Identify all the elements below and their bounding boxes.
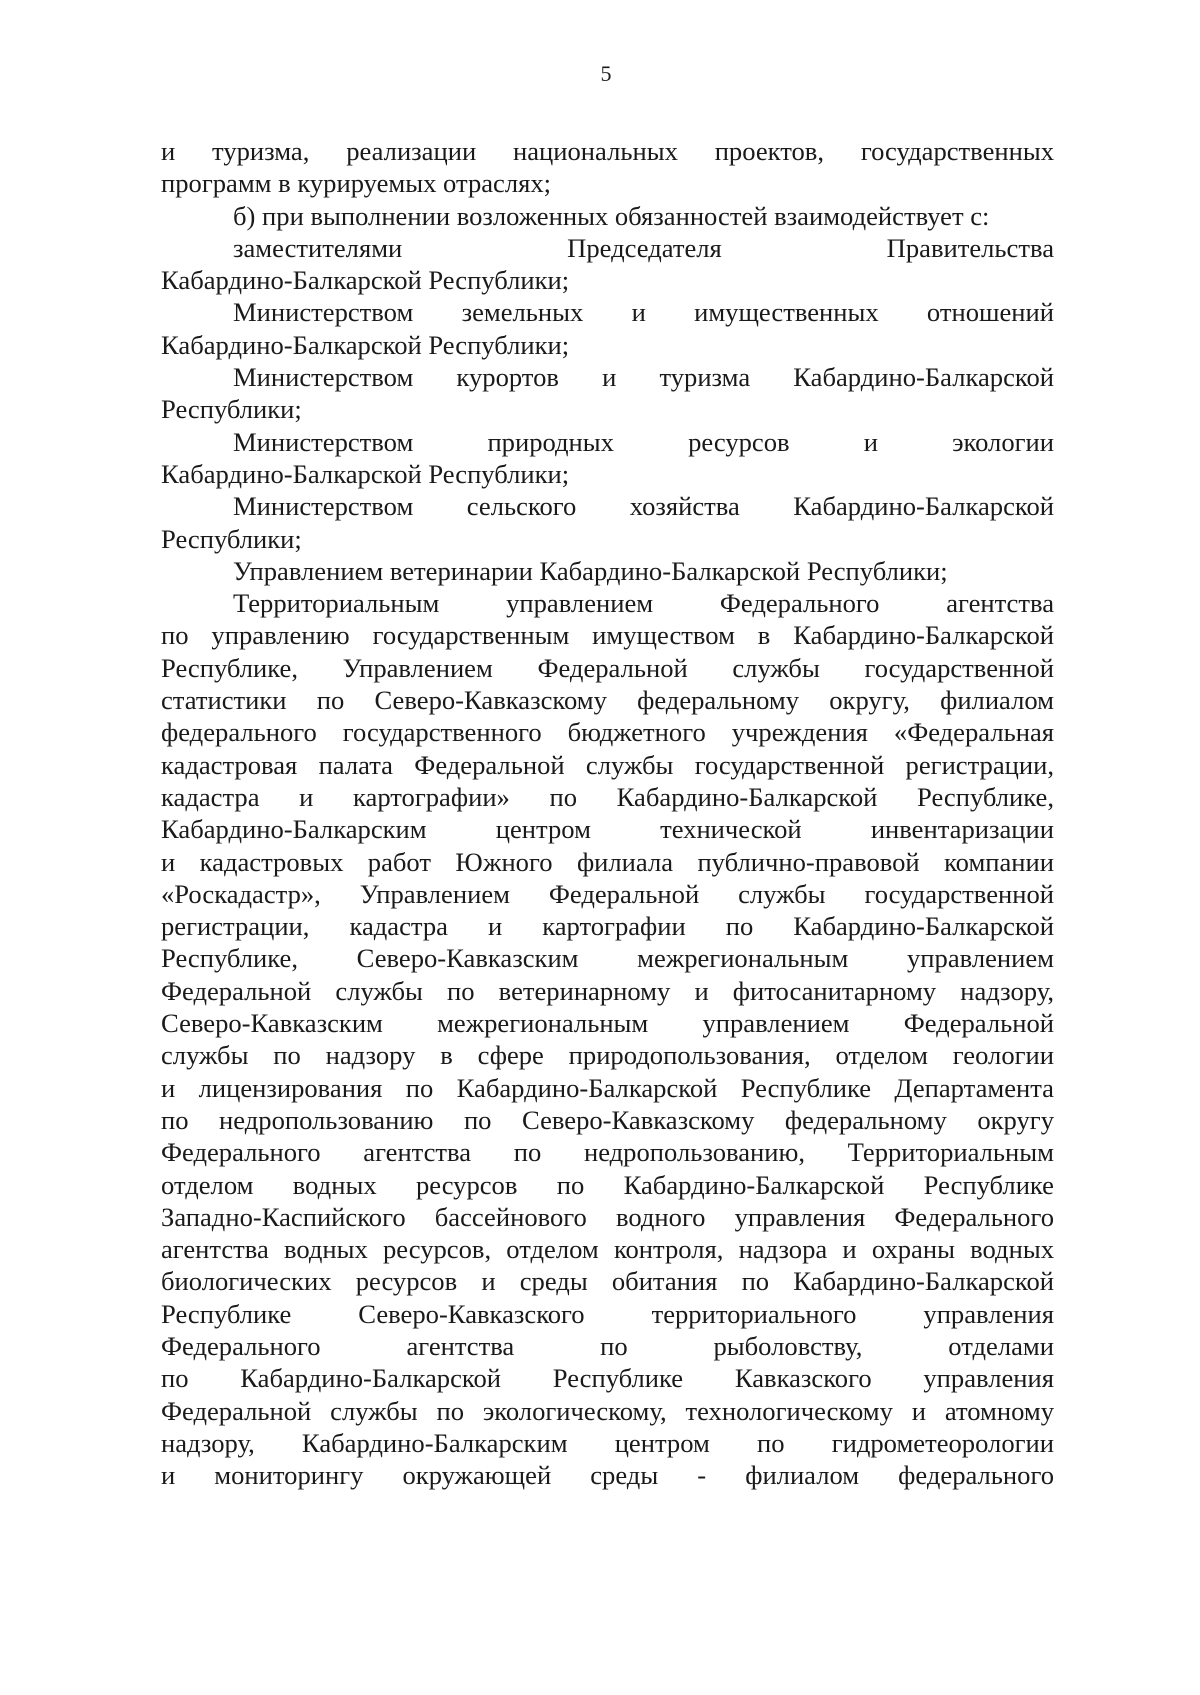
- text-line: службы по надзору в сфере природопользования, отделом геологии: [161, 1040, 1054, 1071]
- text-line: Кабардино-Балкарской Республики;: [161, 458, 570, 489]
- text-line: Управлением ветеринарии Кабардино-Балкарской Республики;: [233, 555, 948, 586]
- text-line: и туризма, реализации национальных проектов, государственных: [161, 136, 1054, 166]
- text-line: регистрации, кадастра и картографии по Кабардино-Балкарской: [161, 911, 1054, 942]
- paragraph: [161, 296, 1054, 361]
- paragraph: [161, 200, 1054, 232]
- text-line: Федеральной службы по ветеринарному и фитосанитарному надзору,: [161, 975, 1054, 1006]
- text-line: надзору, Кабардино-Балкарским центром по гидрометеорологии: [161, 1427, 1054, 1458]
- document-body: [161, 135, 1054, 1491]
- text-line: биологических ресурсов и среды обитания по Кабардино-Балкарской: [161, 1266, 1054, 1297]
- text-line: по Кабардино-Балкарской Республике Кавказского управления: [161, 1363, 1054, 1394]
- paragraph: [161, 361, 1054, 426]
- text-line: кадастра и картографии» по Кабардино-Балкарской Республике,: [161, 781, 1054, 812]
- text-line: Федерального агентства по рыболовству, отделами: [161, 1330, 1054, 1361]
- text-line: Республики;: [161, 523, 302, 554]
- text-line: Территориальным управлением Федерального агентства: [233, 588, 1054, 619]
- text-line: заместителями Председателя Правительства: [233, 232, 1054, 263]
- text-line: Кабардино-Балкарским центром технической инвентаризации: [161, 814, 1054, 845]
- text-line: Министерством курортов и туризма Кабардино-Балкарской: [233, 362, 1054, 393]
- page-number: 5: [600, 61, 612, 86]
- paragraph: [161, 490, 1054, 555]
- text-line: Республике, Северо-Кавказским межрегиональным управлением: [161, 943, 1054, 974]
- text-line: Министерством природных ресурсов и экологии: [233, 426, 1054, 457]
- text-line: Кабардино-Балкарской Республики;: [161, 265, 570, 296]
- text-line: агентства водных ресурсов, отделом контроля, надзора и охраны водных: [161, 1234, 1054, 1265]
- text-line: Республики;: [161, 394, 302, 425]
- text-line: федерального государственного бюджетного учреждения «Федеральная: [161, 717, 1054, 748]
- text-line: Кабардино-Балкарской Республики;: [161, 329, 570, 360]
- paragraph: [161, 426, 1054, 491]
- text-line: Министерством сельского хозяйства Кабардино-Балкарской: [233, 491, 1054, 522]
- paragraph: [161, 135, 1054, 200]
- paragraph: [161, 555, 1054, 587]
- text-line: Министерством земельных и имущественных отношений: [233, 297, 1054, 328]
- paragraph: [161, 232, 1054, 297]
- text-line: статистики по Северо-Кавказскому федеральному округу, филиалом: [161, 685, 1054, 716]
- text-line: и кадастровых работ Южного филиала публично-правовой компании: [161, 846, 1054, 877]
- text-line: кадастровая палата Федеральной службы государственной регистрации,: [161, 749, 1054, 780]
- text-line: б) при выполнении возложенных обязанностей взаимодействует с:: [233, 200, 990, 231]
- text-line: отделом водных ресурсов по Кабардино-Балкарской Республике: [161, 1169, 1054, 1200]
- text-line: Северо-Кавказским межрегиональным управлением Федеральной: [161, 1008, 1054, 1039]
- text-line: Западно-Каспийского бассейнового водного управления Федерального: [161, 1201, 1054, 1232]
- text-line: «Роскадастр», Управлением Федеральной службы государственной: [161, 878, 1054, 909]
- text-line: программ в курируемых отраслях;: [161, 168, 552, 199]
- text-line: по недропользованию по Северо-Кавказскому федеральному округу: [161, 1104, 1054, 1135]
- paragraph: [161, 587, 1054, 1491]
- text-line: Федерального агентства по недропользованию, Территориальным: [161, 1137, 1054, 1168]
- text-line: по управлению государственным имуществом в Кабардино-Балкарской: [161, 620, 1054, 651]
- text-line: Республике, Управлением Федеральной службы государственной: [161, 652, 1054, 683]
- text-line: Республике Северо-Кавказского территориального управления: [161, 1298, 1054, 1329]
- text-line: Федеральной службы по экологическому, технологическому и атомному: [161, 1395, 1054, 1426]
- text-line: и лицензирования по Кабардино-Балкарской Республике Департамента: [161, 1072, 1054, 1103]
- text-line: и мониторингу окружающей среды - филиалом федерального: [161, 1460, 1054, 1491]
